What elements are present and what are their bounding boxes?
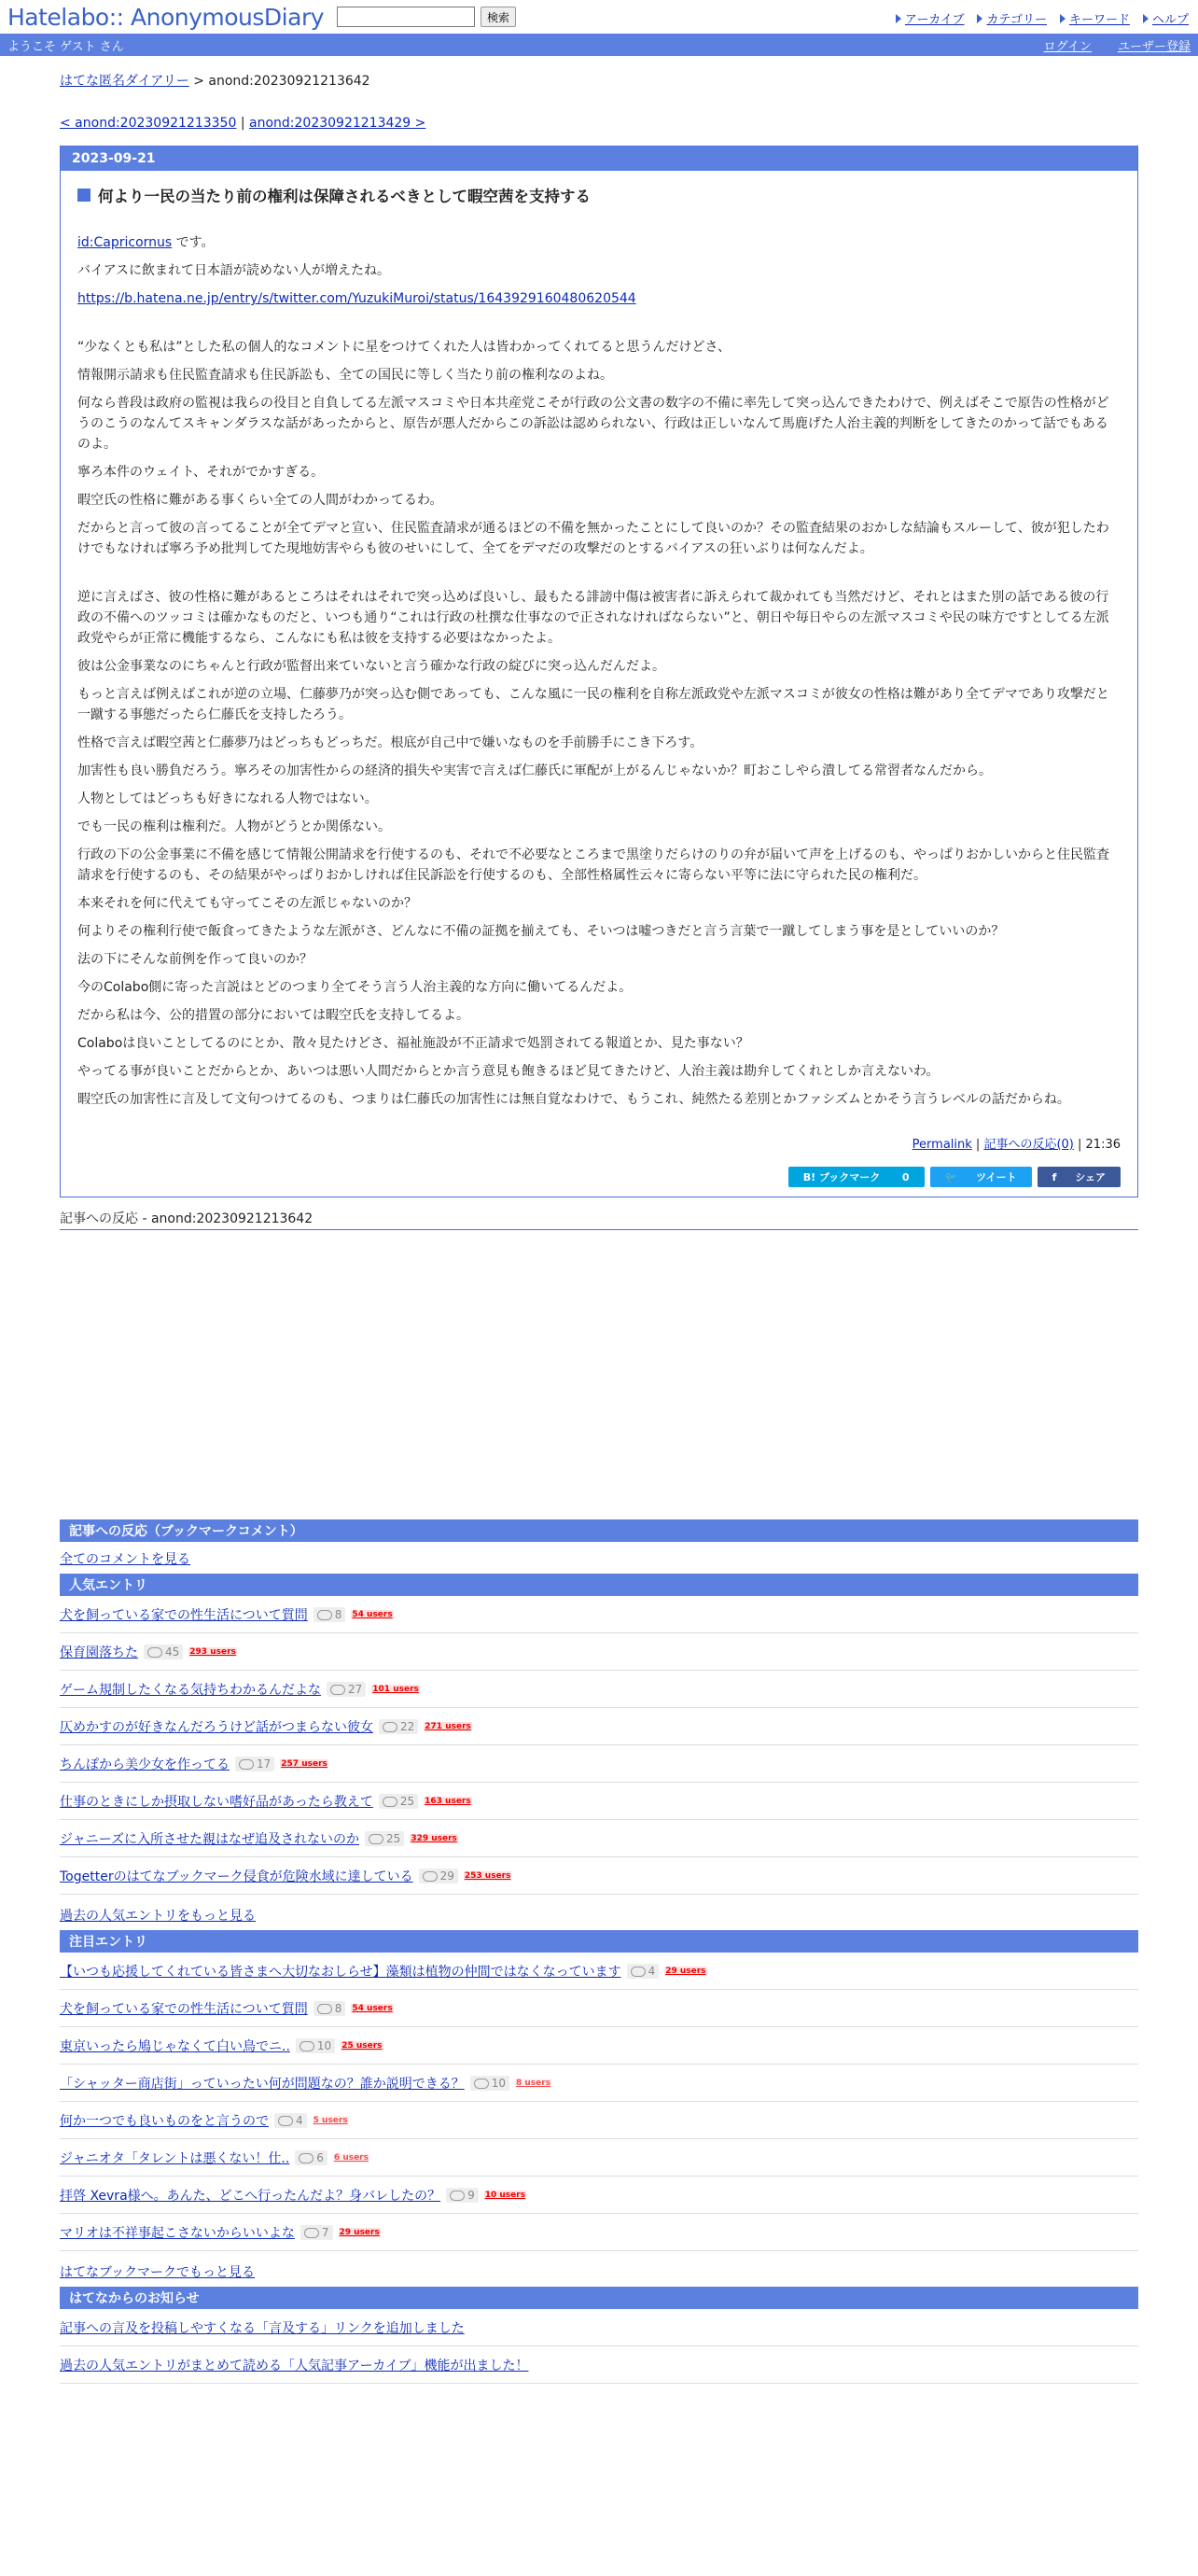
nav-help-link[interactable]: ヘルプ: [1151, 13, 1189, 27]
nav-keyword-link[interactable]: キーワード: [1068, 13, 1130, 27]
entry-link[interactable]: Togetterのはてなブックマーク侵食が危険水域に達している: [60, 1869, 413, 1884]
bookmark-users-badge[interactable]: 25 users: [341, 2041, 383, 2051]
comment-count[interactable]: [470, 2076, 509, 2091]
entry-link[interactable]: 【いつも応援してくれている皆さまへ大切なおしらせ】藻類は植物の仲間ではなくなっています: [60, 1965, 621, 1980]
bookmark-users-badge[interactable]: 293 users: [189, 1647, 236, 1657]
breadcrumb-current: anond:20230921213642: [208, 74, 370, 89]
speech-bubble-icon: [423, 1871, 438, 1882]
bookmark-users-badge[interactable]: 329 users: [411, 1834, 457, 1843]
hatena-bookmark-label: B! ブックマーク: [802, 1171, 881, 1183]
entry-pager: [60, 116, 1138, 131]
bookmark-users-badge[interactable]: 8 users: [516, 2079, 551, 2088]
comment-count-value: 45: [165, 1645, 180, 1659]
entry-paragraph: やってる事が良いことだからとか、あいつは悪い人間だからとか言う意見も飽きるほど見てきたけど、人治主義は勘弁してくれとしか言えないわ。: [77, 1064, 940, 1079]
featured-entries-heading: 注目エントリ: [60, 1930, 1138, 1953]
list-item: [60, 1633, 1138, 1671]
entry-paragraph: 今のColabo側に寄った言説はとどのつまり全てそう言う人治主義的な方向に働いてるんだよ。: [77, 980, 633, 995]
ad-space: [60, 1230, 1138, 1519]
bookmark-users-badge[interactable]: 5 users: [313, 2116, 348, 2125]
list-item: [60, 1990, 1138, 2027]
list-item: [60, 1820, 1138, 1857]
comment-count-value: 7: [321, 2226, 329, 2239]
comment-count[interactable]: [295, 2150, 327, 2165]
comment-count[interactable]: [419, 1869, 458, 1883]
comment-count-value: 22: [400, 1720, 415, 1733]
news-link[interactable]: 過去の人気エントリがまとめて読める「人気記事アーカイブ」機能が出ました！: [60, 2359, 529, 2373]
entry-link[interactable]: ゲーム規制したくなる気持ちわかるんだよな: [60, 1683, 321, 1698]
speech-bubble-icon: [383, 1797, 397, 1807]
entry-link[interactable]: 東京いったら鳩じゃなくて白い鳥でニ..: [60, 2039, 290, 2054]
entry-paragraph: 法の下にそんな前例を作って良いのか？: [77, 952, 313, 967]
entry-link[interactable]: 「シャッター商店街」っていったい何が問題なの？誰か説明できる？: [60, 2077, 465, 2092]
entry-paragraph: 加害性も良い勝負だろう。寧ろその加害性からの経済的損失や実害で言えば仁藤氏に軍配が上がるんじゃないか？町おこしやら潰してる常習者なんだから。: [77, 763, 992, 778]
speech-bubble-icon: [304, 2228, 319, 2238]
list-item: [60, 1708, 1138, 1745]
comment-count-value: 17: [257, 1757, 272, 1771]
comment-count[interactable]: [365, 1831, 404, 1846]
entry-paragraph: でも一民の権利は権利だ。人物がどうとか関係ない。: [77, 819, 391, 834]
bookmark-users-badge[interactable]: 29 users: [339, 2228, 380, 2237]
comment-count-value: 6: [316, 2151, 324, 2164]
entry-link[interactable]: 何か一つでも良いものをと言うので: [60, 2114, 269, 2129]
entry-paragraph: 何なら普段は政府の監視は我らの役目と自負してる左派マスコミや日本共産党こそが行政の公文書の数字の不備に率先して突っ込んできたわけで、例えばそこで原告の性格がどうのこうのなんてスキャンダラスな話があったからと、原告が悪人だからこの訴訟は認められない、行政は正しいなんて馬鹿げた人治主義的判断をしてきたのかって話でもあるのよ。: [77, 396, 1109, 452]
entry-paragraph: 暇空氏の性格に難がある事くらい全ての人間がわかってるわ。: [77, 493, 443, 508]
comment-count[interactable]: [300, 2225, 333, 2240]
list-item: [60, 2214, 1138, 2251]
entry-url-paragraph: [77, 288, 1121, 309]
comment-count-value: 10: [316, 2039, 332, 2052]
top-nav: [896, 9, 1189, 27]
welcome-text: ようこそ ゲスト さん: [7, 39, 124, 54]
hatena-news-heading: はてなからのお知らせ: [60, 2287, 1138, 2309]
nav-archive-link[interactable]: アーカイブ: [904, 13, 965, 27]
entry-paragraph: 寧ろ本件のウェイト、それがでかすぎる。: [77, 465, 325, 480]
reactions-title: 記事への反応 - anond:20230921213642: [60, 1197, 1138, 1230]
list-item: [60, 2177, 1138, 2214]
search-form: [337, 7, 516, 27]
bookmark-users-badge[interactable]: 10 users: [484, 2191, 526, 2200]
user-bar: [0, 34, 1198, 56]
site-logo[interactable]: Hatelabo:: AnonymousDiary: [7, 3, 325, 31]
nav-keyword[interactable]: [1060, 9, 1130, 27]
bookmark-users-badge[interactable]: 54 users: [352, 1610, 393, 1619]
entry-link[interactable]: 拝啓 Xevra様へ。あんた、どこへ行ったんだよ？身バレしたの？: [60, 2189, 441, 2204]
featured-more-link[interactable]: はてなブックマークでもっと見る: [60, 2265, 256, 2280]
facebook-share-label: シェア: [1075, 1171, 1106, 1183]
next-entry-link[interactable]: anond:20230921213429 >: [249, 116, 426, 131]
entry-link[interactable]: 仄めかすのが好きなんだろうけど話がつまらない彼女: [60, 1720, 373, 1735]
share-buttons: [77, 1167, 1121, 1187]
entry-link[interactable]: ちんぽから美少女を作ってる: [60, 1757, 230, 1772]
comment-count-value: 25: [386, 1832, 401, 1845]
popular-more: [60, 1895, 1138, 1930]
entry-paragraph: バイアスに飲まれて日本語が読めない人が増えたね。: [77, 263, 391, 278]
featured-more: [60, 2251, 1138, 2287]
tweet-button[interactable]: [930, 1167, 1032, 1187]
comment-count-value: 27: [348, 1683, 363, 1696]
entry-paragraph: Colaboは良いことしてるのにとか、散々見たけどさ、福祉施設が不正請求で処罰されてる報道とか、見た事ない？: [77, 1036, 749, 1051]
entry-time: 21:36: [1085, 1138, 1121, 1152]
spacer: [77, 567, 1121, 587]
tweet-label: ツイート: [976, 1171, 1017, 1183]
comment-count-value: 29: [439, 1869, 454, 1883]
list-item: [60, 2065, 1138, 2102]
search-button[interactable]: 検索: [481, 7, 516, 27]
speech-bubble-icon: [474, 2079, 489, 2089]
entry-footer: Permalink | 記事への反応(0) | 21:36: [912, 1138, 1121, 1152]
facebook-share-button[interactable]: [1038, 1167, 1121, 1187]
nav-category-link[interactable]: カテゴリー: [986, 13, 1047, 27]
comment-count[interactable]: [446, 2188, 479, 2203]
comment-count-value: 10: [491, 2077, 506, 2090]
entry-paragraph: もっと言えば例えばこれが逆の立場、仁藤夢乃が突っ込む側であっても、こんな風に一民の権利を自称左派政党や左派マスコミが彼女の性格は難があり全てデマであり攻撃だと一蹴する事態だったら仁藤氏を支持したろう。: [77, 687, 1109, 722]
entry-link[interactable]: ジャニオタ「タレントは悪くない！仕..: [60, 2151, 290, 2166]
speech-bubble-icon: [317, 1610, 332, 1620]
list-item: [60, 1783, 1138, 1820]
top-header: [0, 0, 1198, 34]
diary-day: [60, 146, 1138, 1197]
main-content: [60, 71, 1138, 2384]
list-item: [60, 2027, 1138, 2065]
popular-more-link[interactable]: 過去の人気エントリをもっと見る: [60, 1909, 256, 1924]
paragraph-group-a: [77, 337, 1121, 559]
comment-count-value: 8: [334, 1608, 342, 1621]
comment-count[interactable]: [313, 1607, 346, 1622]
news-link[interactable]: 記事への言及を投稿しやすくなる「言及する」リンクを追加しました: [60, 2321, 465, 2336]
comment-count-value: 8: [334, 2002, 342, 2015]
entry-title-text: 何より一民の当たり前の権利は保障されるべきとして暇空茜を支持する: [98, 188, 591, 205]
comment-count[interactable]: [235, 1757, 274, 1771]
list-item: [60, 1745, 1138, 1783]
comment-count-value: 25: [399, 1795, 415, 1808]
list-item: [60, 1671, 1138, 1708]
list-item: [60, 1596, 1138, 1633]
entry-link[interactable]: 保育園落ちた: [60, 1645, 138, 1660]
speech-bubble-icon: [278, 2116, 293, 2126]
comment-count[interactable]: [627, 1964, 660, 1979]
entry-paragraph: 暇空氏の加害性に言及して文句つけてるのも、つまりは仁藤氏の加害性には無自覚なわけで、もうこれ、純然たる差別とかファシズムとかそう言うレベルの話だからね。: [77, 1092, 1070, 1107]
comment-count[interactable]: [379, 1719, 418, 1734]
entry-intro: [77, 232, 1121, 253]
entry-link[interactable]: ジャニーズに入所させた親はなぜ追及されないのか: [60, 1832, 360, 1847]
square-bullet-icon[interactable]: [77, 189, 91, 202]
spacer: [77, 316, 1121, 337]
speech-bubble-icon: [450, 2191, 465, 2201]
breadcrumb: [60, 71, 1138, 90]
entry-title: [77, 184, 1121, 206]
nav-archive[interactable]: [896, 9, 965, 27]
list-item: [60, 1953, 1138, 1990]
list-item: [60, 2139, 1138, 2177]
bookmark-users-badge[interactable]: 257 users: [281, 1759, 327, 1769]
speech-bubble-icon: [317, 2004, 332, 2014]
author-link[interactable]: id:Capricornus: [77, 235, 173, 250]
speech-bubble-icon: [299, 2153, 313, 2163]
search-input[interactable]: [337, 7, 475, 27]
entry-paragraph: 逆に言えばさ、彼の性格に難があるところはそれはそれで突っ込めば良いし、最もたる誹謗中傷は被害者に訴えられて裁かれても当然だけど、それとはまた別の話である彼の行政の不備へのツッコミは確かなものだと、いつも通り“これは行政の杜撰な仕事なので正されなければならない”と、朝日や毎日やらの左派マスコミや民の味方ですとしてる左派政党やらが正常に機能するなら、こんなにも私は彼を支持する必要はなかったよ。: [77, 590, 1109, 646]
bookmark-users-badge[interactable]: 29 users: [665, 1967, 706, 1976]
bookmark-users-badge[interactable]: 163 users: [425, 1797, 471, 1806]
entry-paragraph: 何よりその権利行使で飯食ってきたような左派がさ、どんなに不備の証拠を揃えても、そいつは嘘つきだと言う言葉で一蹴してしまう事を是としていいのか？: [77, 924, 1005, 939]
register-link[interactable]: ユーザー登録: [1117, 39, 1191, 54]
speech-bubble-icon: [147, 1647, 162, 1658]
entry-paragraph: 彼は公金事業なのにちゃんと行政が監督出来ていないと言う確かな行政の綻びに突っ込んだんだよ。: [77, 659, 665, 674]
entry-body: [61, 171, 1137, 1197]
entry-paragraph: 情報開示請求も住民監査請求も住民訴訟も、全ての国民に等しく当たり前の権利なのよね。: [77, 368, 613, 383]
bookmark-users-badge[interactable]: 101 users: [372, 1685, 419, 1694]
nav-help[interactable]: [1143, 9, 1189, 27]
entry-link[interactable]: マリオは不祥事起こさないからいいよな: [60, 2226, 295, 2241]
bookmark-users-badge[interactable]: 271 users: [425, 1722, 471, 1731]
reactions-link[interactable]: 記事への反応(0): [983, 1138, 1074, 1152]
login-link[interactable]: ログイン: [1043, 39, 1092, 54]
prev-entry-link[interactable]: < anond:20230921213350: [60, 116, 237, 131]
nav-category[interactable]: [977, 9, 1046, 27]
speech-bubble-icon: [300, 2041, 314, 2051]
see-all-comments: [60, 1542, 1138, 1574]
entry-paragraph: 性格で言えば暇空茜と仁藤夢乃はどっちもどっちだ。根底が自己中で嫌いなものを手前勝手にこき下ろす。: [77, 735, 703, 750]
list-item: [60, 1857, 1138, 1895]
bookmark-users-badge[interactable]: 6 users: [333, 2153, 369, 2163]
hatena-bookmark-button[interactable]: [788, 1167, 925, 1187]
popular-entries-list: [60, 1596, 1138, 1895]
entry-paragraph: 行政の下の公金事業に不備を感じて情報公開請求を行使するのも、それで不必要なところまで黒塗りだらけのりの弁が届いて声を上げるのも、やっぱりおかしいからと住民監査請求を行使するのも、その結果がやっぱりおかしければ住民訴訟を行使するのも、全部性格属性云々に寄らない平等に法に守られた民の権利だ。: [77, 847, 1109, 883]
comment-count[interactable]: [313, 2001, 346, 2016]
featured-entries-list: [60, 1953, 1138, 2251]
speech-bubble-icon: [369, 1834, 383, 1844]
triangle-right-icon: [1143, 14, 1149, 23]
triangle-right-icon: [896, 14, 901, 23]
list-item: [60, 2309, 1138, 2346]
list-item: [60, 2346, 1138, 2384]
triangle-right-icon: [1060, 14, 1066, 23]
list-item: [60, 2102, 1138, 2139]
bookmark-users-badge[interactable]: 253 users: [464, 1871, 511, 1881]
entry-link[interactable]: 犬を飼っている家での性生活について質問: [60, 1608, 308, 1623]
speech-bubble-icon: [239, 1759, 254, 1770]
pager-separator: |: [240, 116, 245, 131]
see-all-comments-link[interactable]: 全てのコメントを見る: [60, 1552, 190, 1567]
entry-paragraph: だから私は今、公的措置の部分においては暇空氏を支持してるよ。: [77, 1008, 469, 1023]
popular-entries-heading: 人気エントリ: [60, 1574, 1138, 1596]
day-date: 2023-09-21: [61, 147, 1137, 171]
entry-paragraph: だからと言って彼の言ってることが全てデマと宣い、住民監査請求が通るほどの不備を無かったことにして良いのか？その監査結果のおかしな結論もスルーして、彼が犯したわけでもなければ寧ろ予め批判してた現地妨害やらも彼のせいにして、全てをデマだの攻撃だのとするバイアスの狂いぶりは何なんだよ。: [77, 521, 1109, 556]
bookmark-comments-heading: 記事への反応（ブックマークコメント）: [60, 1519, 1138, 1542]
breadcrumb-separator: >: [193, 74, 204, 89]
breadcrumb-home[interactable]: はてな匿名ダイアリー: [60, 74, 189, 89]
speech-bubble-icon: [383, 1722, 397, 1732]
hatena-news-list: [60, 2309, 1138, 2384]
entry-link[interactable]: 仕事のときにしか摂取しない嗜好品があったら教えて: [60, 1795, 373, 1810]
paragraph-group-b: [77, 587, 1121, 1110]
comment-count[interactable]: [296, 2038, 335, 2053]
entry-paragraph: 人物としてはどっちも好きになれる人物ではない。: [77, 791, 378, 806]
permalink[interactable]: Permalink: [912, 1138, 972, 1152]
speech-bubble-icon: [330, 1685, 345, 1695]
entry-paragraph: 本来それを何に代えても守ってこその左派じゃないのか？: [77, 896, 417, 911]
hatena-bookmark-count: 0: [901, 1171, 910, 1183]
comment-count[interactable]: [327, 1682, 366, 1697]
speech-bubble-icon: [631, 1967, 646, 1977]
intro-suffix: です。: [172, 235, 215, 250]
comment-count-value: 9: [467, 2189, 475, 2202]
twitter-bird-icon: 🐦: [944, 1171, 958, 1183]
triangle-right-icon: [977, 14, 982, 23]
entry-paragraph: “少なくとも私は”とした私の個人的なコメントに星をつけてくれた人は皆わかってくれてると思うんだけどさ、: [77, 340, 731, 355]
comment-count[interactable]: [144, 1645, 183, 1659]
entry-link[interactable]: 犬を飼っている家での性生活について質問: [60, 2002, 308, 2017]
facebook-icon: f: [1052, 1171, 1057, 1183]
comment-count[interactable]: [379, 1794, 418, 1809]
comment-count[interactable]: [274, 2113, 307, 2128]
bookmark-url-link[interactable]: https://b.hatena.ne.jp/entry/s/twitter.com/YuzukiMuroi/status/1643929160480620544: [77, 291, 636, 306]
comment-count-value: 4: [296, 2114, 303, 2127]
comment-count-value: 4: [648, 1965, 656, 1978]
bookmark-users-badge[interactable]: 54 users: [352, 2004, 393, 2013]
